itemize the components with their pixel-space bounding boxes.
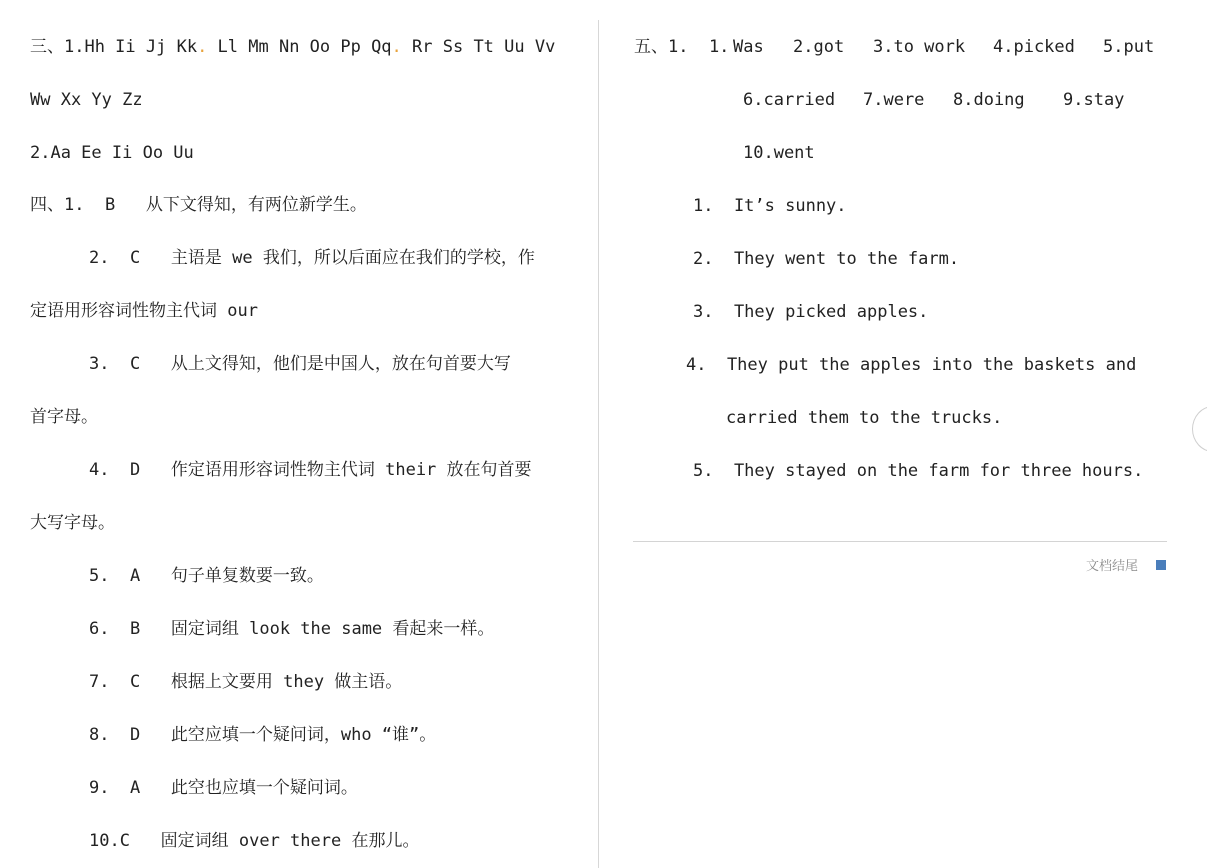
highlight-dot: . bbox=[391, 37, 402, 57]
section-4-line-1: 四、1. B 从下文得知，有两位新学生。 bbox=[30, 195, 367, 215]
section-4-line-10: 7. C 根据上文要用 they 做主语。 bbox=[89, 672, 403, 692]
section-4-line-13: 10.C 固定词组 over there 在那儿。 bbox=[89, 831, 420, 851]
document-end-rule bbox=[633, 541, 1167, 542]
section-5-word-4: 4.picked bbox=[993, 37, 1075, 57]
section-4-line-4: 3. C 从上文得知，他们是中国人，放在句首要大写 bbox=[89, 354, 511, 374]
answer-line-2: 2. They went to the farm. bbox=[693, 249, 960, 269]
side-panel-handle[interactable] bbox=[1192, 406, 1207, 452]
highlight-dot: . bbox=[197, 37, 208, 57]
answer-line-4: 4. They put the apples into the baskets and bbox=[686, 355, 1137, 375]
section-3-line-1 bbox=[30, 36, 555, 58]
section-4-line-9: 6. B 固定词组 look the same 看起来一样。 bbox=[89, 619, 495, 639]
section-4-line-3: 定语用形容词性物主代词 our bbox=[30, 301, 258, 321]
section-5-word-10: 10.went bbox=[743, 143, 815, 163]
answer-line-1: 1. It’s sunny. bbox=[693, 196, 847, 216]
section-5-word-8: 8.doing bbox=[953, 90, 1025, 110]
section-5-word-2: 2.got bbox=[793, 37, 845, 57]
document-end-square-icon bbox=[1156, 560, 1166, 570]
section-4-line-11: 8. D 此空应填一个疑问词，who “谁”。 bbox=[89, 725, 437, 745]
section-4-line-2: 2. C 主语是 we 我们，所以后面应在我们的学校，作 bbox=[89, 248, 535, 268]
section-4-line-5: 首字母。 bbox=[30, 407, 98, 427]
section-4-line-12: 9. A 此空也应填一个疑问词。 bbox=[89, 778, 358, 798]
section-4-line-8: 5. A 句子单复数要一致。 bbox=[89, 566, 324, 586]
alphabet-pairs-3: Rr Ss Tt Uu Vv bbox=[401, 37, 556, 57]
answer-line-3: 3. They picked apples. bbox=[693, 302, 929, 322]
answer-line-4-cont: carried them to the trucks. bbox=[726, 408, 1003, 428]
section-5-word-5: 5.put bbox=[1103, 37, 1155, 57]
section-3-line-3: 2.Aa Ee Ii Oo Uu bbox=[30, 143, 194, 163]
answer-line-5: 5. They stayed on the farm for three hours. bbox=[693, 461, 1144, 481]
section-5-word-6: 6.carried bbox=[743, 90, 836, 110]
alphabet-pairs-2: Ll Mm Nn Oo Pp Qq bbox=[207, 37, 392, 57]
section-4-line-7: 大写字母。 bbox=[30, 513, 115, 533]
alphabet-pairs-1: 三、1.Hh Ii Jj Kk bbox=[30, 37, 198, 57]
section-5-word-7: 7.were bbox=[863, 90, 925, 110]
document-end-label: 文档结尾 bbox=[1086, 559, 1139, 574]
section-5-word-1: Was bbox=[733, 37, 764, 57]
section-3-line-2: Ww Xx Yy Zz bbox=[30, 90, 143, 110]
section-5-word-3: 3.to work bbox=[873, 37, 966, 57]
section-4-line-6: 4. D 作定语用形容词性物主代词 their 放在句首要 bbox=[89, 460, 532, 480]
section-5-lead: 五、1. 1. bbox=[634, 37, 730, 57]
column-divider bbox=[598, 20, 599, 868]
section-5-word-9: 9.stay bbox=[1063, 90, 1125, 110]
